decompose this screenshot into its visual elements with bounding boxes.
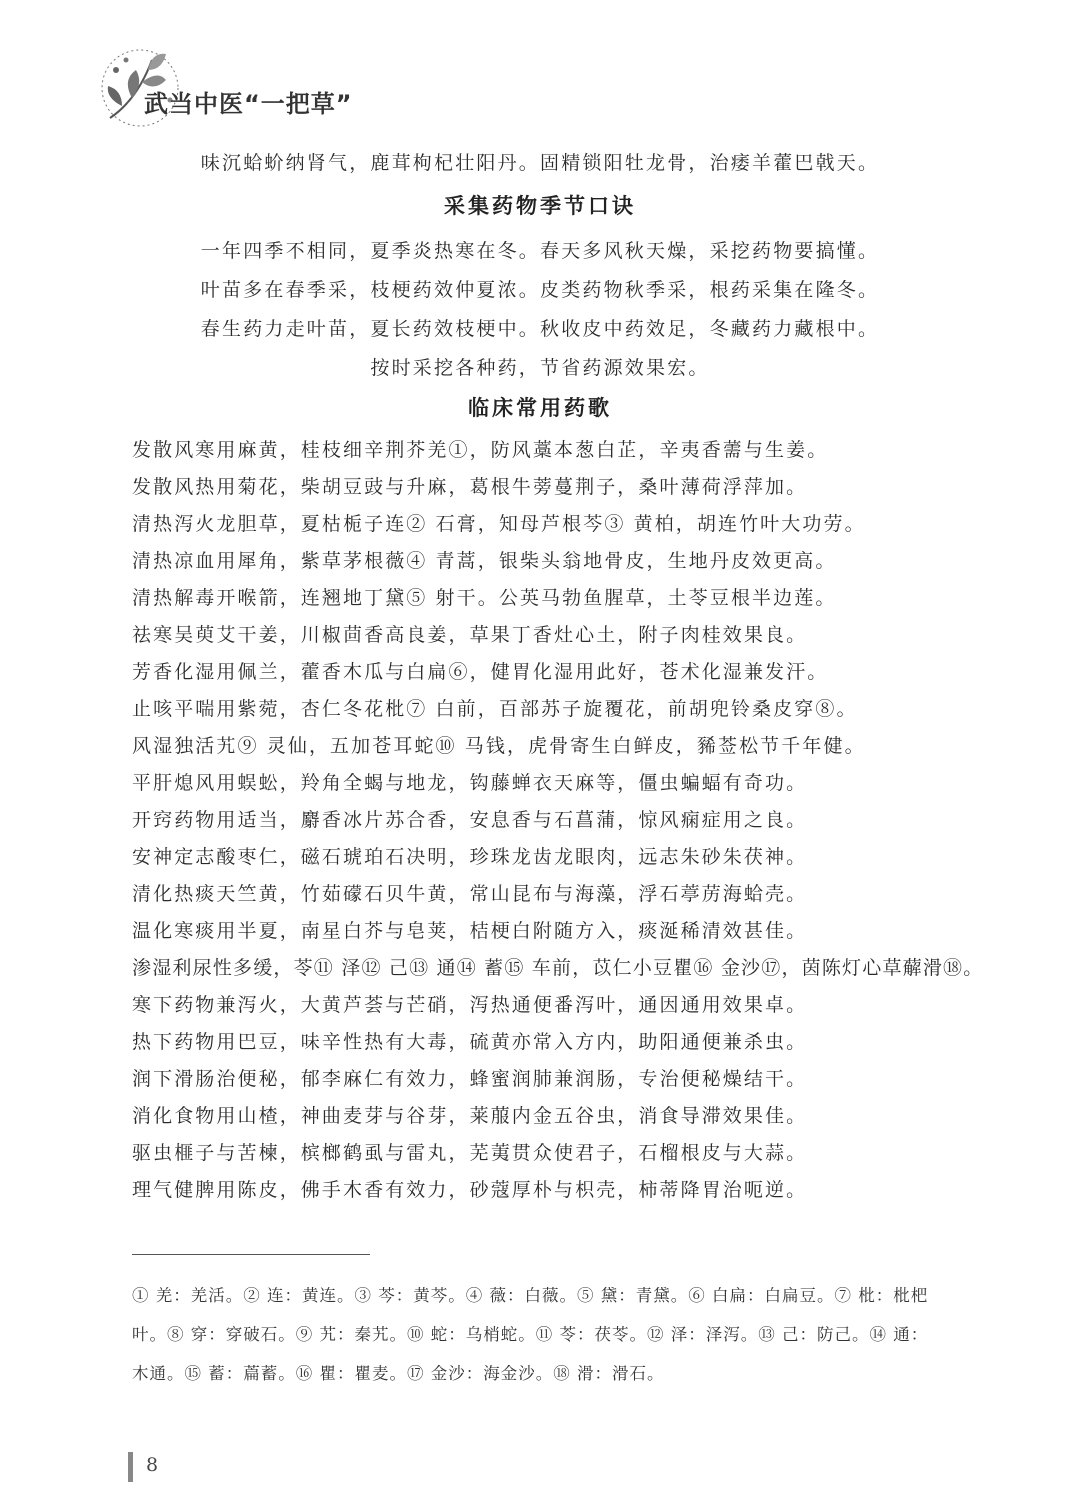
page-number-bar [128, 1452, 133, 1482]
footnotes: ① 羌：羌活。② 连：黄连。③ 芩：黄芩。④ 薇：白薇。⑤ 黛：青黛。⑥ 白扁：白扁豆。⑦ 枇：枇杷叶。⑧ 穿：穿破石。⑨ 艽：秦艽。⑩ 蛇：乌梢蛇。⑪ 苓：茯苓。⑫ 泽：泽泻。⑬ 己：防己。⑭ 通：木通。⑮ 蓄：萹蓄。⑯ 瞿：瞿麦。⑰ 金沙：海金沙。⑱ 滑：滑石。 [132, 1286, 929, 1383]
song-line: 理气健脾用陈皮，佛手木香有效力，砂蔻厚朴与枳壳，柿蒂降胃治呃逆。 [132, 1179, 808, 1201]
intro-line: 味沉蛤蚧纳肾气，鹿茸枸杞壮阳丹。固精锁阳牡龙骨，治痿羊藿巴戟天。 [200, 152, 880, 174]
section-title-clinical: 临床常用药歌 [468, 396, 612, 420]
song-line: 发散风热用菊花，柴胡豆豉与升麻，葛根牛蒡蔓荆子，桑叶薄荷浮萍加。 [132, 476, 808, 498]
song-line: 渗湿利尿性多缓，苓⑪ 泽⑫ 己⑬ 通⑭ 蓄⑮ 车前，苡仁小豆瞿⑯ 金沙⑰，茵陈灯心草薢滑⑱。 [132, 957, 984, 979]
song-line: 驱虫榧子与苦楝，槟榔鹤虱与雷丸，芜荑贯众使君子，石榴根皮与大蒜。 [132, 1142, 808, 1164]
song-line: 热下药物用巴豆，味辛性热有大毒，硫黄亦常入方内，助阳通便兼杀虫。 [132, 1031, 808, 1053]
page-header [92, 40, 512, 140]
song-line: 风湿独活艽⑨ 灵仙，五加苍耳蛇⑩ 马钱，虎骨寄生白鲜皮，豨莶松节千年健。 [132, 735, 866, 757]
collecting-line: 春生药力走叶苗，夏长药效枝梗中。秋收皮中药效足，冬藏药力藏根中。 [200, 318, 880, 340]
song-line: 发散风寒用麻黄，桂枝细辛荆芥羌①，防风藁本葱白芷，辛夷香薷与生姜。 [132, 439, 829, 461]
section-title-collecting: 采集药物季节口诀 [444, 194, 636, 218]
song-line: 安神定志酸枣仁，磁石琥珀石决明，珍珠龙齿龙眼肉，远志朱砂朱茯神。 [132, 846, 808, 868]
song-line: 温化寒痰用半夏，南星白芥与皂荚，桔梗白附随方入，痰涎稀清效甚佳。 [132, 920, 808, 942]
song-line: 清化热痰天竺黄，竹茹礞石贝牛黄，常山昆布与海藻，浮石葶苈海蛤壳。 [132, 883, 808, 905]
song-line: 祛寒吴萸艾干姜，川椒茴香高良姜，草果丁香灶心土，附子肉桂效果良。 [132, 624, 808, 646]
collecting-line: 按时采挖各种药，节省药源效果宏。 [370, 357, 710, 379]
song-line: 清热解毒开喉箭，连翘地丁黛⑤ 射干。公英马勃鱼腥草，土苓豆根半边莲。 [132, 587, 837, 609]
collecting-line: 叶苗多在春季采，枝梗药效仲夏浓。皮类药物秋季采，根药采集在隆冬。 [200, 279, 880, 301]
song-line: 润下滑肠治便秘，郁李麻仁有效力，蜂蜜润肺兼润肠，专治便秘燥结干。 [132, 1068, 808, 1090]
song-line: 止咳平喘用紫菀，杏仁冬花枇⑦ 白前，百部苏子旋覆花，前胡兜铃桑皮穿⑧。 [132, 698, 858, 720]
song-line: 清热泻火龙胆草，夏枯栀子连② 石膏，知母芦根芩③ 黄柏，胡连竹叶大功劳。 [132, 513, 866, 535]
song-line: 消化食物用山楂，神曲麦芽与谷芽，莱菔内金五谷虫，消食导滞效果佳。 [132, 1105, 808, 1127]
song-line: 芳香化湿用佩兰，藿香木瓜与白扁⑥，健胃化湿用此好，苍术化湿兼发汗。 [132, 661, 829, 683]
footnote-divider [132, 1254, 370, 1255]
page-number: 8 [146, 1454, 159, 1476]
song-line: 寒下药物兼泻火，大黄芦荟与芒硝，泻热通便番泻叶，通因通用效果卓。 [132, 994, 808, 1016]
song-line: 开窍药物用适当，麝香冰片苏合香，安息香与石菖蒲，惊风痫症用之良。 [132, 809, 808, 831]
collecting-line: 一年四季不相同，夏季炎热寒在冬。春天多风秋天燥，采挖药物要搞懂。 [200, 240, 880, 262]
song-line: 平肝熄风用蜈蚣，羚角全蝎与地龙，钩藤蝉衣天麻等，僵虫蝙蝠有奇功。 [132, 772, 808, 794]
book-title: 武当中医“一把草” [144, 90, 353, 118]
song-line: 清热凉血用犀角，紫草茅根薇④ 青蒿，银柴头翁地骨皮，生地丹皮效更高。 [132, 550, 837, 572]
